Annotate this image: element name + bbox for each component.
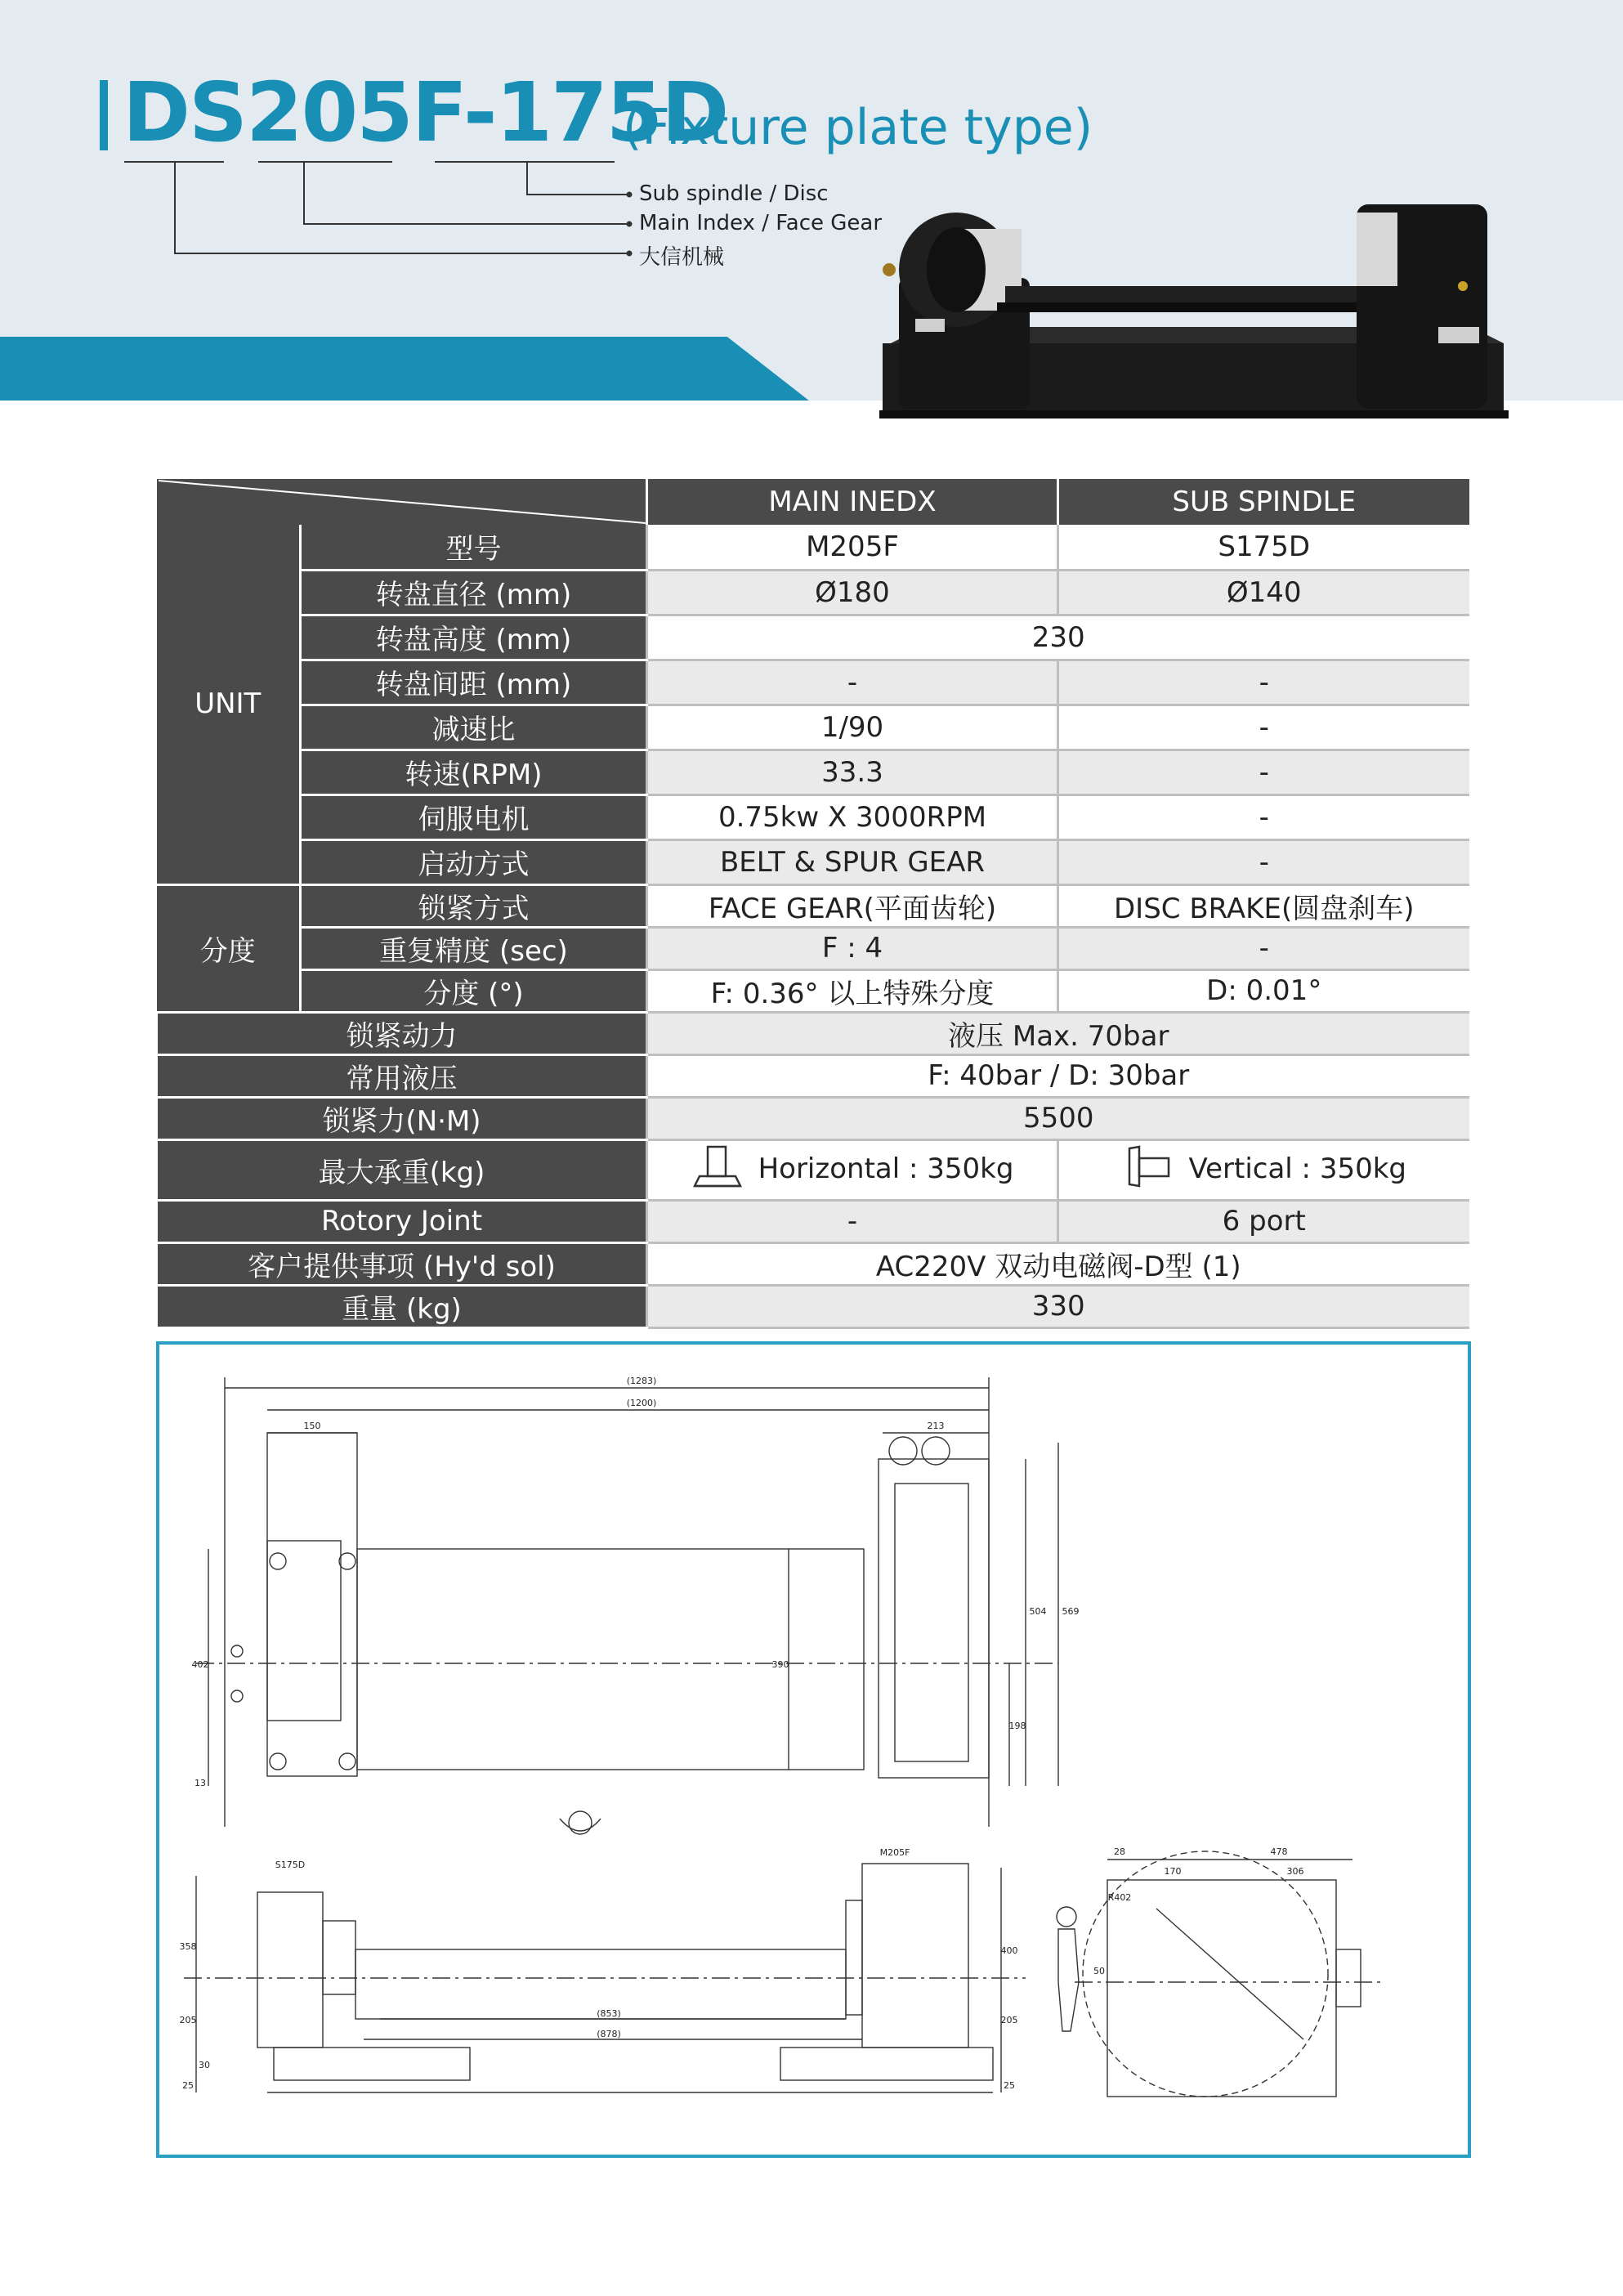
cell-main: F: 0.36° 以上特殊分度 [647, 969, 1058, 1012]
dim-label: 28 [1114, 1846, 1125, 1857]
dim-label: (878) [597, 2029, 621, 2039]
cell-sub: - [1058, 927, 1469, 969]
group-index: 分度 [157, 884, 301, 1012]
cell-span: AC220V 双动电磁阀-D型 (1) [647, 1242, 1469, 1285]
cell-sub: D: 0.01° [1058, 969, 1469, 1012]
cell-sub: - [1058, 705, 1469, 750]
cell-sub: - [1058, 839, 1469, 884]
cell-span: 230 [647, 615, 1469, 660]
row-label: 锁紧动力 [157, 1012, 647, 1054]
row-label: 客户提供事项 (Hy'd sol) [157, 1242, 647, 1285]
dim-label: 150 [303, 1421, 321, 1431]
cell-span: 5500 [647, 1097, 1469, 1139]
dim-label: 25 [1004, 2080, 1015, 2091]
legend-sub-spindle: Sub spindle / Disc [639, 181, 829, 206]
row-label: 启动方式 [301, 839, 647, 884]
table-corner-cell [157, 479, 647, 525]
dim-label: (1283) [626, 1376, 657, 1386]
cell-sub: - [1058, 750, 1469, 794]
cell-span: 330 [647, 1285, 1469, 1327]
legend-main-index: Main Index / Face Gear [639, 211, 883, 235]
cell-sub [1058, 1139, 1469, 1200]
col-header-main: MAIN INEDX [647, 479, 1058, 525]
cell-sub: DISC BRAKE(圆盘刹车) [1058, 884, 1469, 927]
cell-main [647, 1139, 1058, 1200]
row-label: 型号 [301, 525, 647, 570]
cell-main: - [647, 660, 1058, 705]
cell-main: 0.75kw X 3000RPM [647, 794, 1058, 839]
dim-label: R402 [1107, 1892, 1132, 1903]
dim-label: 205 [1000, 2015, 1018, 2025]
cell-main: FACE GEAR(平面齿轮) [647, 884, 1058, 927]
cell-main: BELT & SPUR GEAR [647, 839, 1058, 884]
view-label-m205f: M205F [879, 1847, 910, 1858]
row-label: 重复精度 (sec) [301, 927, 647, 969]
dim-label: 504 [1029, 1606, 1047, 1617]
page-subtitle: (Fixture plate type) [623, 99, 1093, 156]
dim-label: 390 [771, 1659, 789, 1670]
dim-label: 569 [1062, 1606, 1080, 1617]
row-label: Rotory Joint [157, 1200, 647, 1242]
dim-label: 50 [1093, 1966, 1105, 1976]
machine-illustration [866, 180, 1520, 425]
cell-sub: - [1058, 794, 1469, 839]
cell-main: - [647, 1200, 1058, 1242]
row-label: 锁紧力(N·M) [157, 1097, 647, 1139]
dim-label: 400 [1000, 1945, 1018, 1956]
cell-sub: - [1058, 660, 1469, 705]
dim-label: 198 [1008, 1721, 1026, 1731]
dim-label: 13 [194, 1778, 206, 1788]
technical-drawing [159, 1345, 1468, 2155]
cell-span: F: 40bar / D: 30bar [647, 1054, 1469, 1097]
technical-drawing-frame [156, 1341, 1471, 2158]
cell-sub: Ø140 [1058, 570, 1469, 615]
row-label: 伺服电机 [301, 794, 647, 839]
row-label: 重量 (kg) [157, 1285, 647, 1327]
page-title: DS205F-175D [123, 65, 728, 160]
row-label: 锁紧方式 [301, 884, 647, 927]
row-label: 转盘高度 (mm) [301, 615, 647, 660]
dim-label: 25 [182, 2080, 194, 2091]
dim-label: 402 [191, 1659, 209, 1670]
row-label: 分度 (°) [301, 969, 647, 1012]
row-label: 转盘间距 (mm) [301, 660, 647, 705]
dim-label: 205 [179, 2015, 197, 2025]
legend-brand: 大信机械 [639, 245, 725, 270]
dim-label: 478 [1270, 1846, 1288, 1857]
row-label: 转盘直径 (mm) [301, 570, 647, 615]
dim-label: 213 [927, 1421, 945, 1431]
dim-label: (853) [597, 2008, 621, 2019]
spec-table [155, 479, 1469, 1329]
dim-label: 30 [199, 2060, 210, 2070]
row-label: 减速比 [301, 705, 647, 750]
cell-main: 1/90 [647, 705, 1058, 750]
col-header-sub: SUB SPINDLE [1058, 479, 1469, 525]
cell-main: F : 4 [647, 927, 1058, 969]
row-label: 转速(RPM) [301, 750, 647, 794]
row-label: 常用液压 [157, 1054, 647, 1097]
horizontal-load-icon [691, 1144, 744, 1197]
cell-sub: S175D [1058, 525, 1469, 570]
dim-label: 170 [1164, 1866, 1182, 1877]
view-label-s175d: S175D [275, 1860, 306, 1870]
dim-label: (1200) [626, 1398, 657, 1408]
dim-label: 306 [1286, 1866, 1304, 1877]
cell-span: 液压 Max. 70bar [647, 1012, 1469, 1054]
cell-sub: 6 port [1058, 1200, 1469, 1242]
row-label: 最大承重(kg) [157, 1139, 647, 1200]
cell-main: 33.3 [647, 750, 1058, 794]
cell-main: M205F [647, 525, 1058, 570]
cell-main: Ø180 [647, 570, 1058, 615]
dim-label: 358 [179, 1941, 197, 1952]
vertical-load-text: Vertical : 350kg [1188, 1152, 1406, 1185]
horizontal-load-text: Horizontal : 350kg [758, 1152, 1014, 1185]
vertical-load-icon [1121, 1144, 1174, 1197]
group-unit: UNIT [157, 525, 301, 884]
